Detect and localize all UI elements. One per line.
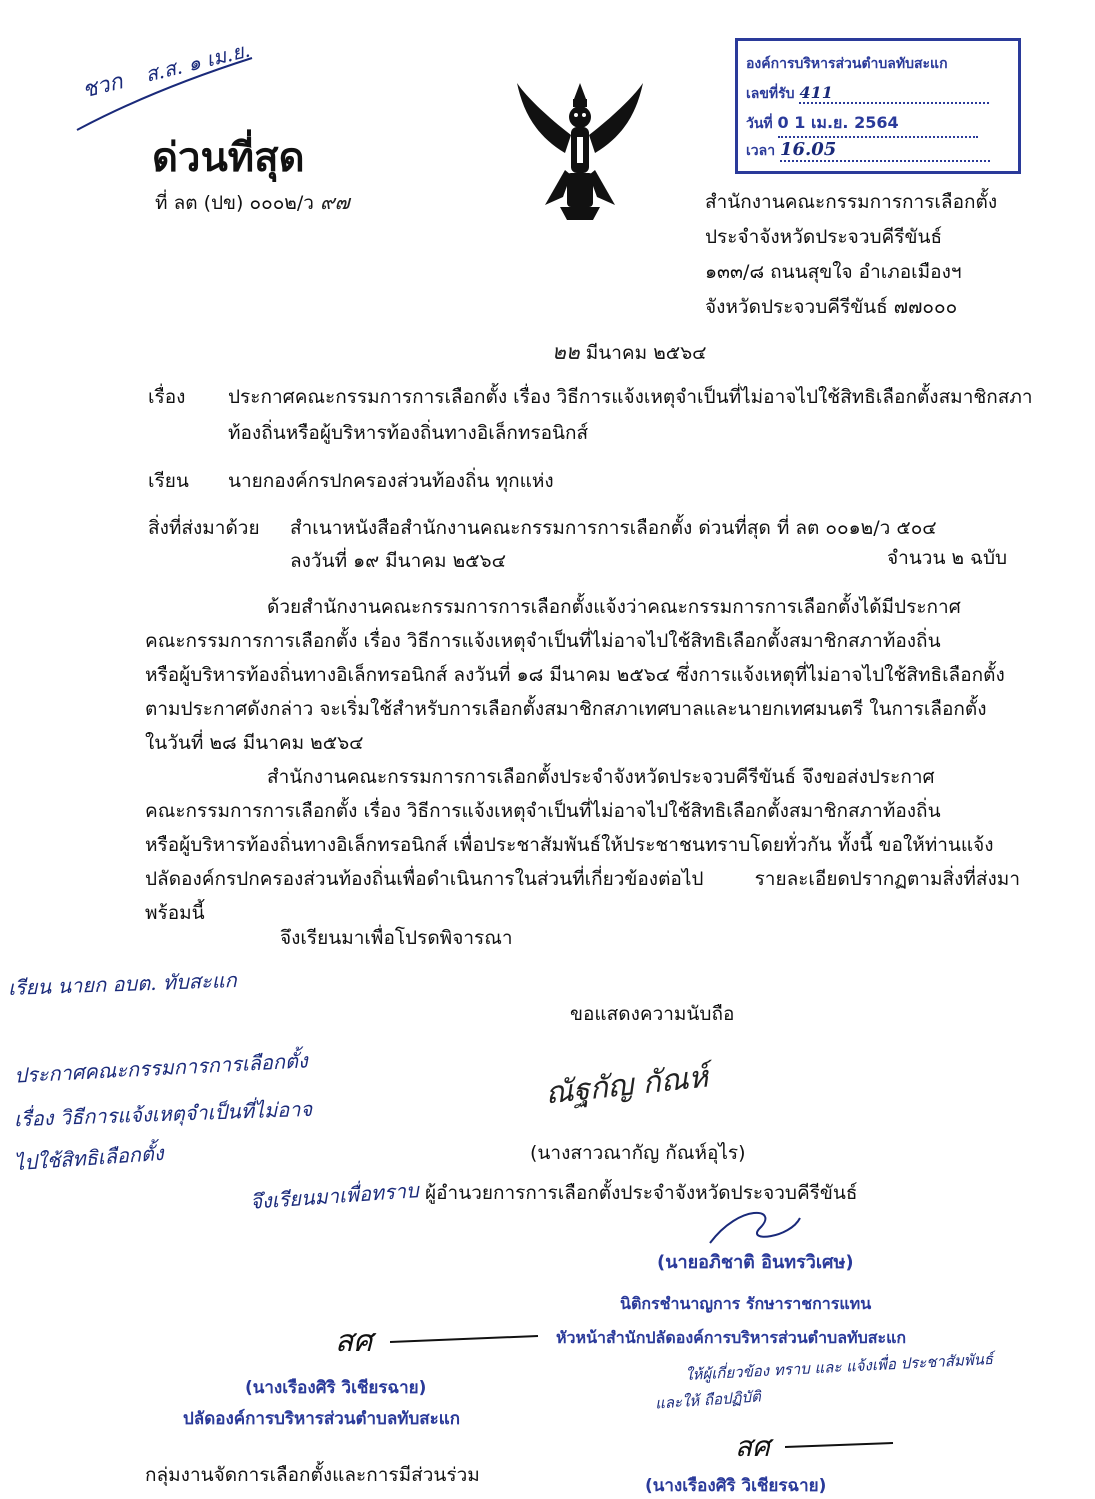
enclosure-line-2: ลงวันที่ ๑๙ มีนาคม ๒๕๖๔ — [290, 550, 506, 572]
closing-request: จึงเรียนมาเพื่อโปรดพิจารณา — [280, 927, 513, 949]
document-number-value: ๙๗ — [319, 190, 350, 214]
handwritten-line: ไปใช้สิทธิเลือกตั้ง — [13, 1140, 165, 1176]
stamp-date-row — [746, 111, 978, 138]
enclosure-line-1: สำเนาหนังสือสำนักงานคณะกรรมการการเลือกตั้ง ด่วนที่สุด ที่ ลต ๐๐๑๒/ว ๕๐๔ — [290, 517, 937, 539]
sender-address — [705, 185, 997, 325]
handwritten-initial: ชวก — [79, 69, 126, 104]
deputy-title: ปลัดองค์การบริหารส่วนตำบลทับสะแก — [183, 1409, 460, 1429]
deputy-signature: สศ — [335, 1324, 373, 1359]
letter-date-day: ๒๒ — [552, 340, 580, 364]
urgency-heading: ด่วนที่สุด — [152, 136, 305, 180]
body-paragraph-2 — [145, 760, 1020, 930]
paragraph-line: คณะกรรมการการเลือกตั้ง เรื่อง วิธีการแจ้งเหตุจำเป็นที่ไม่อาจไปใช้สิทธิเลือกตั้งสมาชิกสภาท้องถิ่น — [145, 800, 941, 822]
handwritten-instruction: และให้ ถือปฏิบัติ — [654, 1387, 762, 1413]
handwritten-line: เรื่อง วิธีการแจ้งเหตุจำเป็นที่ไม่อาจ — [13, 1096, 313, 1132]
paragraph-line: หรือผู้บริหารท้องถิ่นทางอิเล็กทรอนิกส์ เพื่อประชาสัมพันธ์ให้ประชาชนทราบโดยทั่วกัน ทั้งนี้ ขอให้ท่านแจ้ง — [145, 834, 994, 856]
chief-name: (นางเรืองศิริ วิเชียรฉาย) — [645, 1476, 827, 1496]
handwritten-date: ส.ส. ๑ เม.ย. — [142, 37, 253, 87]
handwritten-line: ประกาศคณะกรรมการการเลือกตั้ง — [13, 1048, 309, 1088]
footer-department: กลุ่มงานจัดการเลือกตั้งและการมีส่วนร่วม — [145, 1464, 480, 1486]
endorser-title-2: หัวหน้าสำนักปลัดองค์การบริหารส่วนตำบลทับสะแก — [556, 1328, 907, 1347]
chief-signature: สศ — [735, 1430, 770, 1463]
stamp-time-value: 16.05 — [780, 139, 990, 162]
enclosure-count: จำนวน ๒ ฉบับ — [887, 547, 1008, 569]
stamp-time-row — [746, 139, 990, 162]
stamp-date-value: 0 1 เม.ย. 2564 — [778, 111, 978, 138]
garuda-emblem-icon — [505, 75, 655, 225]
paragraph-line: คณะกรรมการการเลือกตั้ง เรื่อง วิธีการแจ้งเหตุจำเป็นที่ไม่อาจไปใช้สิทธิเลือกตั้งสมาชิกสภาท้องถิ่น — [145, 630, 941, 652]
address-line: สำนักงานคณะกรรมการการเลือกตั้ง — [705, 191, 998, 213]
subject-line-1: ประกาศคณะกรรมการการเลือกตั้ง เรื่อง วิธีการแจ้งเหตุจำเป็นที่ไม่อาจไปใช้สิทธิเลือกตั้งสมาชิกสภา — [228, 386, 1033, 408]
stamp-org: องค์การบริหารส่วนตำบลทับสะแก — [746, 56, 948, 72]
subject-line-2: ท้องถิ่นหรือผู้บริหารท้องถิ่นทางอิเล็กทรอนิกส์ — [228, 422, 589, 444]
stamp-time-label: เวลา — [746, 143, 776, 159]
address-line: ๑๓๓/๘ ถนนสุขใจ อำเภอเมืองฯ — [705, 261, 962, 283]
handwritten-line: เรียน นายก อบต. ทับสะแก — [7, 968, 238, 1000]
stamp-receive-label: เลขที่รับ — [746, 86, 795, 102]
paragraph-line: ตามประกาศดังกล่าว จะเริ่มใช้สำหรับการเลือกตั้งสมาชิกสภาเทศบาลและนายกเทศมนตรี ในการเลือกตั้ง — [145, 698, 987, 720]
subject-label: เรื่อง — [148, 386, 186, 408]
signer-title: ผู้อำนวยการการเลือกตั้งประจำจังหวัดประจวบคีรีขันธ์ — [425, 1182, 858, 1204]
document-number-prefix: ที่ ลต (ปข) ๐๐๐๒/ว — [155, 192, 314, 214]
paragraph-line: ด้วยสำนักงานคณะกรรมการการเลือกตั้งแจ้งว่าคณะกรรมการการเลือกตั้งได้มีประกาศ — [267, 596, 961, 618]
endorser-name: (นายอภิชาติ อินทรวิเศษ) — [657, 1252, 854, 1273]
document-number — [155, 190, 350, 215]
stamp-receive-row — [746, 83, 989, 105]
paragraph-line: หรือผู้บริหารท้องถิ่นทางอิเล็กทรอนิกส์ ลงวันที่ ๑๘ มีนาคม ๒๕๖๔ ซึ่งการแจ้งเหตุที่ไม่อาจไปใช้สิทธิเลือกตั้ง — [145, 664, 1005, 686]
paragraph-line: สำนักงานคณะกรรมการการเลือกตั้งประจำจังหวัดประจวบคีรีขันธ์ จึงขอส่งประกาศ — [267, 766, 935, 788]
handwritten-line: จึงเรียนมาเพื่อทราบ — [249, 1178, 420, 1214]
receipt-stamp — [735, 38, 1021, 174]
recipient-label: เรียน — [148, 470, 189, 492]
endorser-title-1: นิติกรชำนาญการ รักษาราชการแทน — [620, 1294, 872, 1313]
handwritten-instruction: ให้ผู้เกี่ยวข้อง ทราบ และ แจ้งเพื่อ ประชาสัมพันธ์ — [684, 1349, 994, 1385]
body-paragraph-1 — [145, 590, 1020, 760]
deputy-name: (นางเรืองศิริ วิเชียรฉาย) — [245, 1378, 427, 1398]
recipient-value: นายกองค์กรปกครองส่วนท้องถิ่น ทุกแห่ง — [228, 470, 554, 492]
regards: ขอแสดงความนับถือ — [570, 1003, 735, 1025]
address-line: ประจำจังหวัดประจวบคีรีขันธ์ — [705, 226, 943, 248]
address-line: จังหวัดประจวบคีรีขันธ์ ๗๗๐๐๐ — [705, 296, 958, 318]
director-signature: ณัฐกัญ กัณห์ — [543, 1059, 710, 1112]
stamp-date-label: วันที่ — [746, 116, 773, 132]
stamp-receive-value: 411 — [799, 83, 989, 104]
signature-stroke — [390, 1330, 540, 1350]
paragraph-line: ปลัดองค์กรปกครองส่วนท้องถิ่นเพื่อดำเนินการในส่วนที่เกี่ยวข้องต่อไป รายละเอียดปรากฏตามสิ่งที่ส่งมาพร้อมนี้ — [145, 868, 1020, 924]
signer-name: (นางสาวณากัญ กัณห์อุไร) — [530, 1142, 746, 1164]
paragraph-line: ในวันที่ ๒๘ มีนาคม ๒๕๖๔ — [145, 732, 364, 754]
letter-date — [552, 340, 707, 365]
enclosure-label: สิ่งที่ส่งมาด้วย — [148, 517, 260, 539]
letter-date-month-year: มีนาคม ๒๕๖๔ — [585, 342, 707, 364]
signature-stroke — [785, 1435, 895, 1455]
